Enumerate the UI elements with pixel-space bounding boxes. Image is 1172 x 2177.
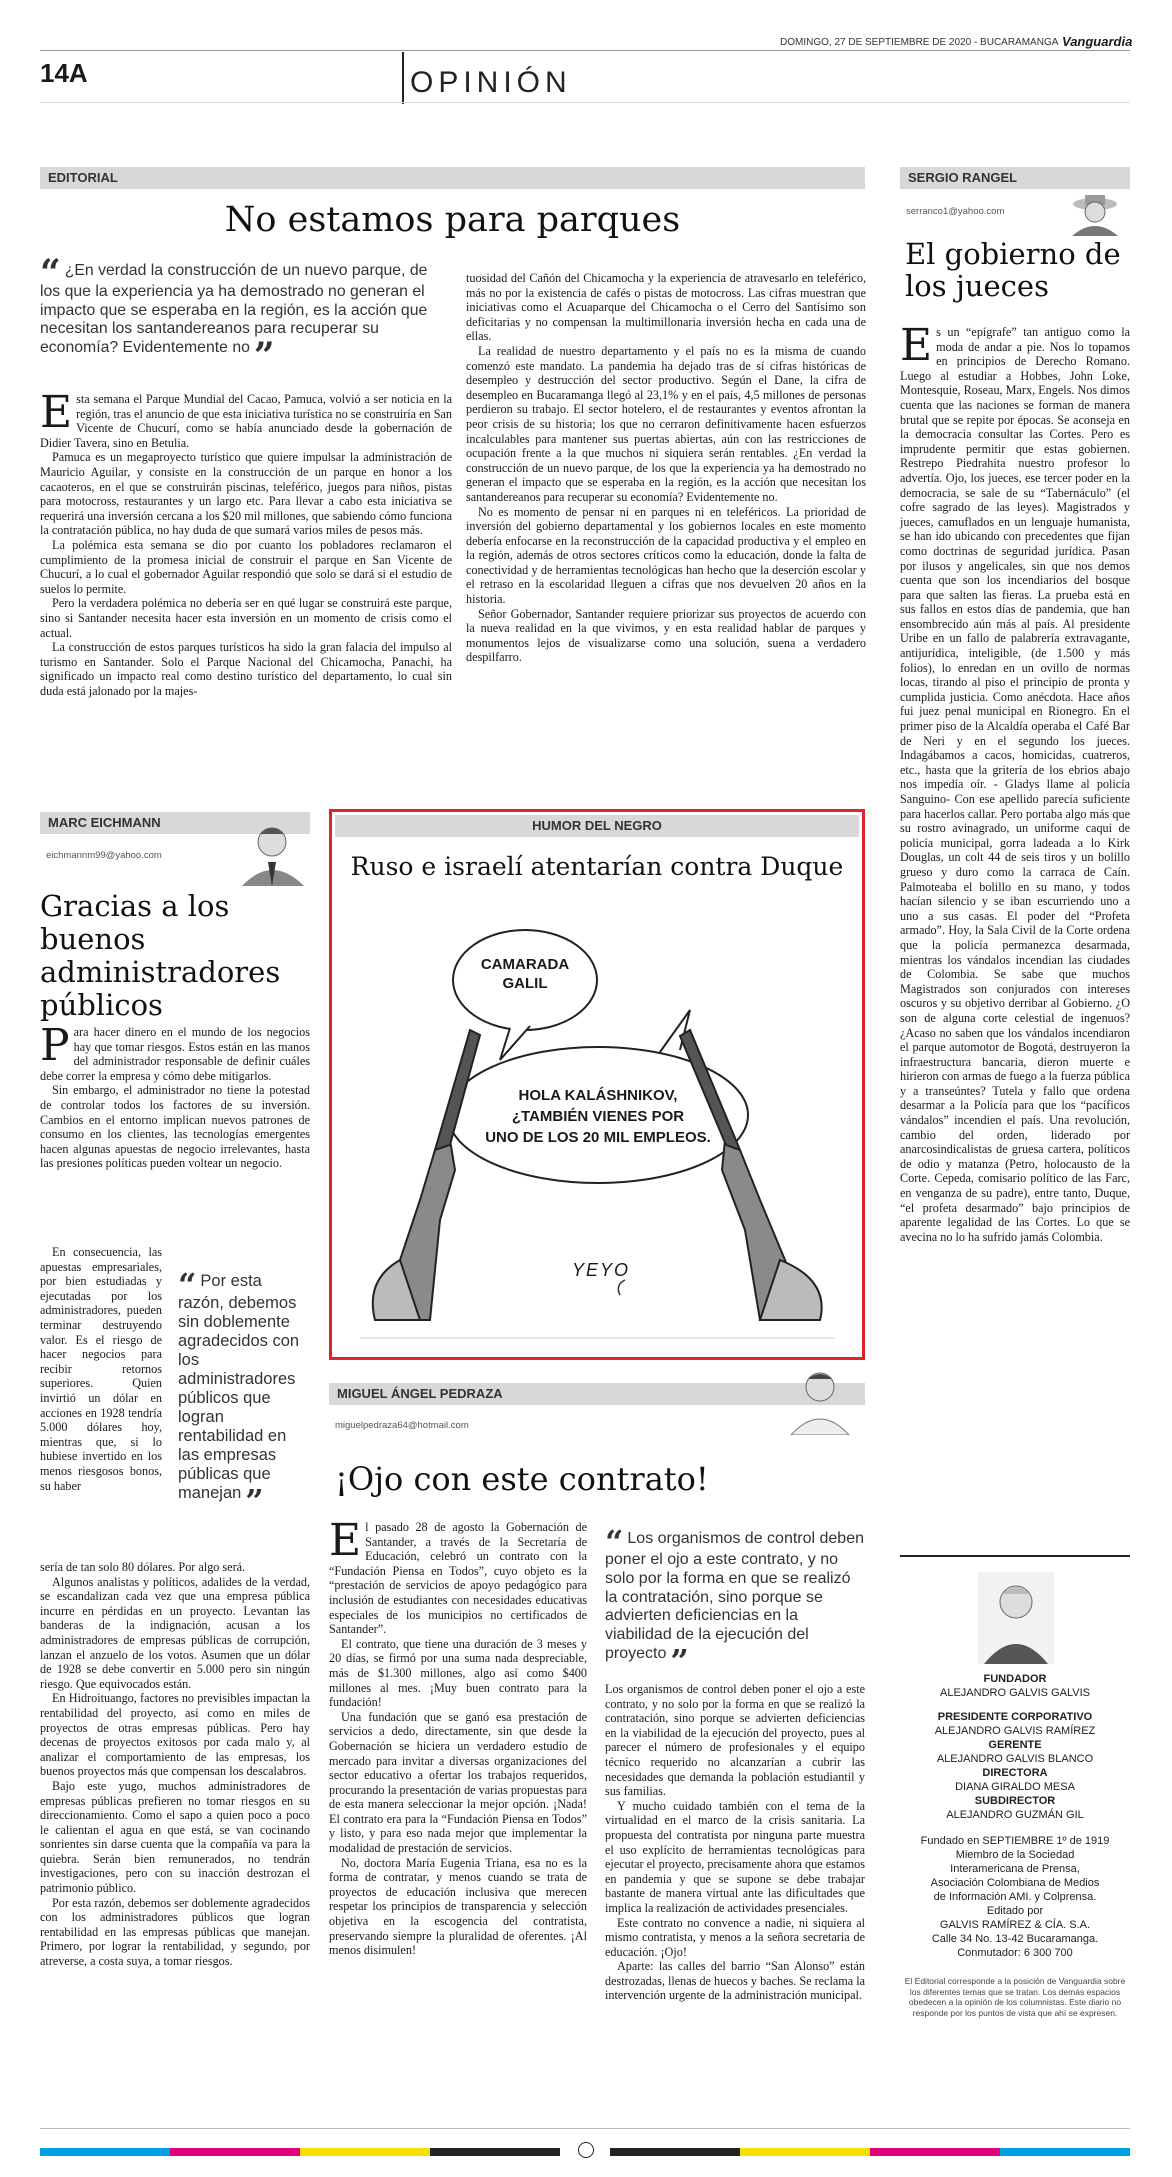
drop-cap: E bbox=[900, 320, 933, 371]
founder-label: FUNDADOR bbox=[983, 1673, 1047, 1685]
pedraza-col2 bbox=[605, 1682, 865, 2003]
eichmann-title: Gracias a los buenos administradores públicos bbox=[40, 889, 281, 1022]
header-rule-bottom bbox=[40, 102, 1130, 103]
drop-cap: P bbox=[40, 1020, 70, 1071]
edited-by: Editado por bbox=[986, 1905, 1044, 1917]
director-name: DIANA GIRALDO MESA bbox=[955, 1781, 1075, 1793]
eichmann-email: eichmannm99@yahoo.com bbox=[46, 850, 162, 861]
founder-name: ALEJANDRO GALVIS GALVIS bbox=[940, 1687, 1090, 1699]
cartoon-bubble-right bbox=[460, 1085, 736, 1148]
manager-name: ALEJANDRO GALVIS BLANCO bbox=[936, 1753, 1094, 1765]
registration-mark-icon bbox=[578, 2142, 594, 2158]
cartoon-bubble-left bbox=[470, 955, 580, 993]
pedraza-paragraph: No, doctora María Eugenia Triana, esa no es la forma de contratar, y menos cuando se trata de proyectos de educación inclusiva que merecen respetar los principios de transparencia y selección objetiva en la escogencia del contratista, preservando siempre la pluralidad de oferentes. ¡Al menos disimulen! bbox=[329, 1855, 587, 1958]
director-label: DIRECTORA bbox=[982, 1767, 1048, 1779]
masthead-rule bbox=[900, 1555, 1130, 1557]
page-number: 14A bbox=[40, 58, 88, 88]
cartoon-tag: HUMOR DEL NEGRO bbox=[335, 815, 859, 837]
eichmann-rest bbox=[40, 1560, 310, 1969]
dateline: DOMINGO, 27 DE SEPTIEMBRE DE 2020 - BUCARAMANGA bbox=[780, 37, 1059, 48]
editorial-tag: EDITORIAL bbox=[40, 167, 865, 189]
publisher: GALVIS RAMÍREZ & CÍA. S.A. bbox=[939, 1919, 1091, 1931]
brand-logo: Vanguardia bbox=[1062, 34, 1133, 49]
pedraza-pull-quote bbox=[605, 1523, 865, 1680]
manager-label: GERENTE bbox=[988, 1739, 1042, 1751]
color-bar-left bbox=[40, 2148, 560, 2156]
rangel-paragraph: Es un “epígrafe” tan antiguo como la moda de andar a pie. Nos lo topamos en principios de Derecho Romano. Luego al estudiar a Hobbes, John Loke, Montesquie, Roseau, Marx, Engels. Nos dimos cuenta que las naciones se forman de manera brutal que se repite por épocas. Se aconseja en la democracia consultar las Cortes. Pero es imprudente permitir que estas gobiernen. Restrepo Piedrahita nuestro profesor lo advertía. Ojo, los jueces, ese tercer poder en la democracia, se sale de su “Tabernáculo” (el cofre sagrado de las leyes). Magistrados y jueces, camuflados en un lenguaje humanista, se han ido ubicando con precedentes que fijan como doctrinas de seguridad jurídica. Pasan por ilusos y angelicales, sin que nos demos cuenta que son los incendiarios del bosque para que salten las fieras. La prueba está en sus fallos en estos días de pandemia, que han ensombrecido aún más al país. Al presidente Uribe en un fallo de palabrería extravagante, antijurídica, inteligible, (de 1.500 y más folios), lo enredan en un ovillo de normas locas, tirando al piso el principio de pronta y cumplida justicia. Como anécdota. Hace años fui juez penal municipal en Rionegro. En el primer piso de la Alcaldía operaba el Café Bar de Neri y en el segundo los jueces. Indagábamos a cacos, homicidas, cuatreros, etc., hasta que la gritería de los ebrios abajo nos impedía oír. - Gladys llame al policía Sanguino- Con ese apellido parecía suficiente para hacerlos callar. Pero portaba algo más que su rostro avinagrado, un uniforme caqui de policía municipal, gorra ladeada a lo Kirk Douglas, un colt 44 de seis tiros y un bolillo grueso y duro como la carraca de Caín. Palmoteaba el bolillo en su mano, y todos hacían silencio y se iban escurriendo uno a uno a sus casas. El poder del “Profeta armado”. Hoy, la Sala Civil de la Corte ordena que la policía permanezca desarmada, mientras los vándalos incendian las ciudades de Colombia. Se sabe que muchos Magistrados son conjurados con intereses oscuros y su objetivo derribar al Gobierno. ¿O son de alguna corte celestial de ingenuos? ¿Acaso no saben que los vándalos incendiaron el parque automotor de Bogotá, destruyeron la infraestructura bancaria, dieron muerte e hirieron con armas de fuego a la fuerza pública y a transeúntes? Tutela y fallo que ordena desarmar a la Policía para que los “pacíficos vándalos” incendien el país. Una revolución, cambio del orden, liderado por anarcosindicalistas de gruesa cartera, políticos de odio y matanza (Petro, holocausto de la Corte. Cepeda, comisario político de las Farc, en venganza de su padre), entre tanto, Duque, “el profeta desarmado” bajo principios de aparente legalidad de las Cortes. Lo que se avecina no lo ha sufrido jamás Colombia. bbox=[900, 320, 1130, 1244]
rangel-body bbox=[900, 320, 1130, 1244]
section-title: OPINIÓN bbox=[410, 66, 572, 99]
editorial-col2 bbox=[466, 271, 866, 665]
editorial-pull-quote bbox=[40, 252, 450, 377]
pedraza-col1 bbox=[329, 1515, 587, 1958]
editorial-paragraph: tuosidad del Cañón del Chicamocha y la experiencia de atravesarlo en teleférico, más no por la existencia de cafés o pistas de motocross. Las cifras muestran que iniciativas como el Acuaparque del Chicamocha o el Cerro del Santísimo son deficitarias y no compensan la multimillonaria inversión hecha en cada una de ellas. bbox=[466, 271, 866, 344]
eichmann-tag: MARC EICHMANN bbox=[40, 812, 310, 834]
president-name: ALEJANDRO GALVIS RAMÍREZ bbox=[934, 1725, 1096, 1737]
subdirector-label: SUBDIRECTOR bbox=[974, 1795, 1056, 1807]
editorial-paragraph: Pero la verdadera polémica no debería ser en qué lugar se construirá este parque, sino si Santander necesita hacer esta inversión en un momento de crisis como el actual. bbox=[40, 596, 452, 640]
pedraza-quote-text: Los organismos de control deben poner el ojo a este contrato, y no solo por la forma en que se realizó la contratación, sino porque se advierten deficiencias en la viabilidad de la ejecución del proyecto bbox=[605, 1530, 864, 1662]
eichmann-paragraph: En Hidroituango, factores no previsibles impactan la rentabilidad del proyecto, así como en miles de proyectos de otras empresas públicas. Pero hay decenas de proyectos exitosos por cada malo y, al analizar el comportamiento de las empresas, los buenos proyectos más que compensan los descalabros. bbox=[40, 1691, 310, 1779]
editorial-paragraph: La construcción de estos parques turísticos ha sido la gran falacia del impulso al turismo en Santander. Solo el Parque Nacional del Chicamocha, Panachi, ha significado un impacto real como destino turístico del departamento, lo cual sin duda está jalonado por la majes- bbox=[40, 640, 452, 698]
eichmann-paragraph: Para hacer dinero en el mundo de los negocios hay que tomar riesgos. Estos están en las manos del administrador responsable de definir cuáles debe correr la empresa y cómo debe mitigarlos. bbox=[40, 1020, 310, 1083]
editorial-title: No estamos para parques bbox=[224, 200, 681, 240]
section-divider bbox=[402, 52, 404, 104]
disclaimer: El Editorial corresponde a la posición de Vanguardia sobre los diferentes temas que se tratan. Los demás espacios obedecen a la opinión de los columnistas. Este diario no responde por los puntos de vista que ahí se expresen. bbox=[904, 1976, 1126, 2018]
eichmann-intro bbox=[40, 1020, 310, 1171]
color-bar-right bbox=[610, 2148, 1130, 2156]
close-quote-icon: ” bbox=[670, 1641, 689, 1680]
close-quote-icon: ” bbox=[253, 334, 275, 377]
footer-rule bbox=[40, 2128, 1130, 2129]
phone: Conmutador: 6 300 700 bbox=[957, 1947, 1073, 1959]
eichmann-paragraph: sería de tan solo 80 dólares. Por algo será. bbox=[40, 1560, 246, 1574]
eichmann-paragraph: Bajo este yugo, muchos administradores de empresas públicas prefieren no tomar riesgos en su direccionamiento. Como el sapo a quien poco a poco le calientan el agua en que está, se van cocinando sonrientes sin darse cuenta que la compañía va para la quiebra. Serán bien remunerados, no tendrán investigaciones, pero con su inacción destrozan el patrimonio público. bbox=[40, 1778, 310, 1896]
pedraza-paragraph: Aparte: las calles del barrio “San Alonso” están destrozadas, llenas de huecos y baches. Se reclama la intervención urgente de la administración municipal. bbox=[605, 1959, 865, 2003]
editorial-quote-text: ¿En verdad la construcción de un nuevo parque, de los que la experiencia ya ha demostrado no generan el impacto que se esperaba en la región, es la acción que necesitan los santandereanos para recuperar su economía? Evidentemente no bbox=[40, 262, 428, 356]
member-line: Interamericana de Prensa, bbox=[950, 1863, 1080, 1875]
bubble-line: ¿TAMBIÉN VIENES POR bbox=[511, 1108, 685, 1125]
cartoon-signature: YEYO bbox=[572, 1260, 631, 1280]
eichmann-narrow bbox=[40, 1245, 162, 1493]
editorial-col1 bbox=[40, 387, 452, 698]
pedraza-paragraph: El contrato, que tiene una duración de 3 meses y 20 días, se firmó por una suma nada despreciable, más de $1.300 millones, algo así como $400 millones al mes. ¡Muy buen contrato para la fundación! bbox=[329, 1636, 587, 1710]
editorial-paragraph: No es momento de pensar ni en parques ni en teleféricos. La prioridad de inversión del gobierno departamental y los gobiernos locales en este momento debería enfocarse en la reconstrucción de la capacidad productiva y el empleo en la región, además de otros sectores críticos como la educación, donde la falta de conectividad y de herramientas tecnológicas han hecho que la deserción escolar y el retraso en la escolaridad lleguen a cifras que nos devuelven 20 años en la historia. bbox=[466, 504, 866, 607]
close-quote-icon: ” bbox=[245, 1482, 264, 1520]
bubble-line: GALIL bbox=[502, 975, 548, 992]
editorial-paragraph: La realidad de nuestro departamento y el país no es la misma de cuando comenzó este mandato. La pandemia ha dejado tras de sí cifras históricas de desempleo y destrucción del sector productivo. Según el Dane, la cifra de desempleo en Bucaramanga llegó al 23,1% y en el país, 4,5 millones de personas perdieron su trabajo. El sector hotelero, el de restaurantes y eventos afrontan la peor crisis de su historia; los que no cerraron definitivamente hacen esfuerzos incalculables para mantener sus puertas abiertas, aún con las restricciones de ocupación frente a la que muchos ni siquiera serán rentables. ¿En verdad la construcción de un nuevo parque, de los que la experiencia ya ha demostrado no generan el impacto que se esperaba en la región, es la acción que necesitan los santandereanos para recuperar su economía? Evidentemente no. bbox=[466, 343, 866, 504]
pedraza-paragraph: Una fundación que se ganó esa prestación de servicios a dedo, directamente, sin que desde la Gobernación se hiciera un verdadero estudio de mercado para invitar a diversas organizaciones del sector educativo a ofertar los trabajos requeridos, procurando la presentación de varias propuestas para de esta manera seleccionar la mejor opción. ¡Nada! El contrato era para la “Fundación Piensa en Todos” y listo, y para eso nada mejor que implementar la modalidad de prestación de servicios. bbox=[329, 1709, 587, 1856]
eichmann-paragraph: Sin embargo, el administrador no tiene la potestad de controlar todos los factores de su inversión. Cambios en el entorno implican nuevos patrones de consumo en los clientes, las tecnologías emergentes hacen algunas apuestas de negocio irrelevantes, hasta las presiones políticas pueden voltear un negocio. bbox=[40, 1083, 310, 1171]
member-line: Asociación Colombiana de Medios bbox=[930, 1877, 1100, 1889]
subdirector-name: ALEJANDRO GUZMÁN GIL bbox=[946, 1809, 1084, 1821]
eichmann-paragraph: En consecuencia, las apuestas empresariales, por bien estudiadas y ejecutadas por los administradores, pueden terminar destruyendo valor. Es el riesgo de hacer negocios para recibir retornos superiores. Quien invirtió un dólar en acciones en 1928 tendría 5.000 dólares hoy, mientras que, si lo hubiese invertido en los menos riesgosos bonos, su haber bbox=[40, 1245, 162, 1493]
pedraza-email: miguelpedraza64@hotmail.com bbox=[335, 1420, 469, 1431]
drop-cap: E bbox=[40, 387, 73, 438]
masthead bbox=[900, 1672, 1130, 2018]
editorial-paragraph: Esta semana el Parque Mundial del Cacao, Pamuca, volvió a ser noticia en la región, tras el anuncio de que esta iniciativa turística no se construiría en San Vicente de Chucurí, como se había anunciado desde la gobernación de Didier Tavera, sino en Betulia. bbox=[40, 387, 452, 450]
rangel-title: El gobierno de los jueces bbox=[905, 237, 1121, 303]
eichmann-paragraph: Por esta razón, debemos ser doblemente agradecidos con los administradores públicos que logran rentabilidad en las empresas públicas que manejan. Primero, por lograr la rentabilidad, y segundo, por atreverse, a costa suya, a tomar riesgos. bbox=[40, 1895, 310, 1969]
president-label: PRESIDENTE CORPORATIVO bbox=[937, 1711, 1093, 1723]
open-quote-icon: “ bbox=[605, 1523, 624, 1561]
open-quote-icon: “ bbox=[40, 252, 61, 294]
eichmann-quote-text: Por esta razón, debemos sin doblemente agradecidos con los administradores públicos que logran rentabilidad en las empresas públicas que manejan bbox=[178, 1272, 300, 1502]
eichmann-avatar bbox=[232, 818, 310, 886]
editorial-paragraph: La polémica esta semana se dio por cuanto los pobladores reclamaron el cumplimiento de la promesa inicial de construir el parque en San Vicente de Chucurí, a lo cual el gobernador Aguilar respondió que solo se dará si el estudio de suelos lo permite. bbox=[40, 537, 452, 596]
rangel-email: serranco1@yahoo.com bbox=[906, 206, 1005, 217]
cartoon-title: Ruso e israelí atentarían contra Duque bbox=[350, 852, 844, 881]
editorial-paragraph: Señor Gobernador, Santander requiere priorizar sus proyectos de acuerdo con la nueva realidad en la que vivimos, y en esta realidad hablar de parques y monumentos lejos de visualizarse como una solución, suena a verdadero despilfarro. bbox=[466, 606, 866, 665]
pedraza-avatar bbox=[785, 1365, 855, 1435]
drop-cap: E bbox=[329, 1515, 362, 1566]
founded-line: Fundado en SEPTIEMBRE 1º de 1919 bbox=[920, 1835, 1110, 1847]
member-line: de Información AMI. y Colprensa. bbox=[933, 1891, 1097, 1903]
pedraza-paragraph: Los organismos de control deben poner el ojo a este contrato, y no solo por la forma en que se realizó la contratación, sino porque se advierten deficiencias en la viabilidad de la ejecución del proyecto, pues al parecer el número de profesionales y el equipo técnico requerido no alcanzarían a cubrir las necesidades que demanda la población estudiantil y sus familias. bbox=[605, 1682, 865, 1799]
eichmann-pull-quote bbox=[178, 1266, 310, 1520]
pedraza-paragraph: Y mucho cuidado también con el tema de la virtualidad en el marco de la crisis sanitaria. La propuesta del contratista por ninguna parte muestra el uso explícito de herramientas tecnológicas para ejecutar el proyecto, precisamente ahora que estamos en pandemia y que se supone se debe trabajar bastante de manera virtual ante las dificultades que implica la realización de actividades presenciales. bbox=[605, 1798, 865, 1915]
bubble-line: HOLA KALÁSHNIKOV, bbox=[518, 1087, 678, 1104]
pedraza-paragraph: El pasado 28 de agosto la Gobernación de Santander, a través de la Secretaría de Educación, celebró un contrato con la “Fundación Piensa en Todos”, cuyo objeto es la “prestación de servicios de apoyo pedagógico para inclusión de estudiantes con necesidades educativas especiales de los municipios no certificados de Santander”. bbox=[329, 1515, 587, 1637]
rangel-tag: SERGIO RANGEL bbox=[900, 167, 1130, 189]
bubble-line: UNO DE LOS 20 MIL EMPLEOS. bbox=[485, 1129, 711, 1146]
open-quote-icon: “ bbox=[178, 1266, 197, 1304]
eichmann-paragraph: Algunos analistas y políticos, adalides de la verdad, se escandalizan cada vez que una empresa pública incurre en pérdidas en un proyecto. Levantan las banderas de la indignación, acusan a los administradores de empresas públicas de corrupción, lanzan el anzuelo de los votos. Asumen que un dólar de 1928 se debe convertir en 5.000 pero sin ningún riesgo. Que equivocados están. bbox=[40, 1574, 310, 1691]
editorial-paragraph: Pamuca es un megaproyecto turístico que quiere impulsar la administración de Mauricio Aguilar, y consiste en la construcción de un parque en honor a los cacaoteros, en el que se construirán piscinas, teleférico, juegos para niños, pistas para motocross, restaurantes y un largo etc. Para llevar a cabo esta iniciativa se requerirá una inversión cercana a los $20 mil millones, que sabiendo cómo funciona la contratación pública, no hay duda de que sumará varios miles de pesos más. bbox=[40, 450, 452, 538]
pedraza-tag: MIGUEL ÁNGEL PEDRAZA bbox=[329, 1383, 865, 1405]
bubble-line: CAMARADA bbox=[480, 956, 570, 973]
address: Calle 34 No. 13-42 Bucaramanga. bbox=[931, 1933, 1099, 1945]
rangel-avatar bbox=[1060, 190, 1130, 236]
founder-portrait bbox=[978, 1572, 1054, 1664]
header-rule bbox=[40, 50, 1130, 51]
member-line: Miembro de la Sociedad bbox=[955, 1849, 1075, 1861]
pedraza-paragraph: Este contrato no convence a nadie, ni siquiera al mismo contratista, y menos a la señora secretaria de educación. ¡Ojo! bbox=[605, 1915, 865, 1959]
pedraza-title: ¡Ojo con este contrato! bbox=[335, 1460, 709, 1498]
